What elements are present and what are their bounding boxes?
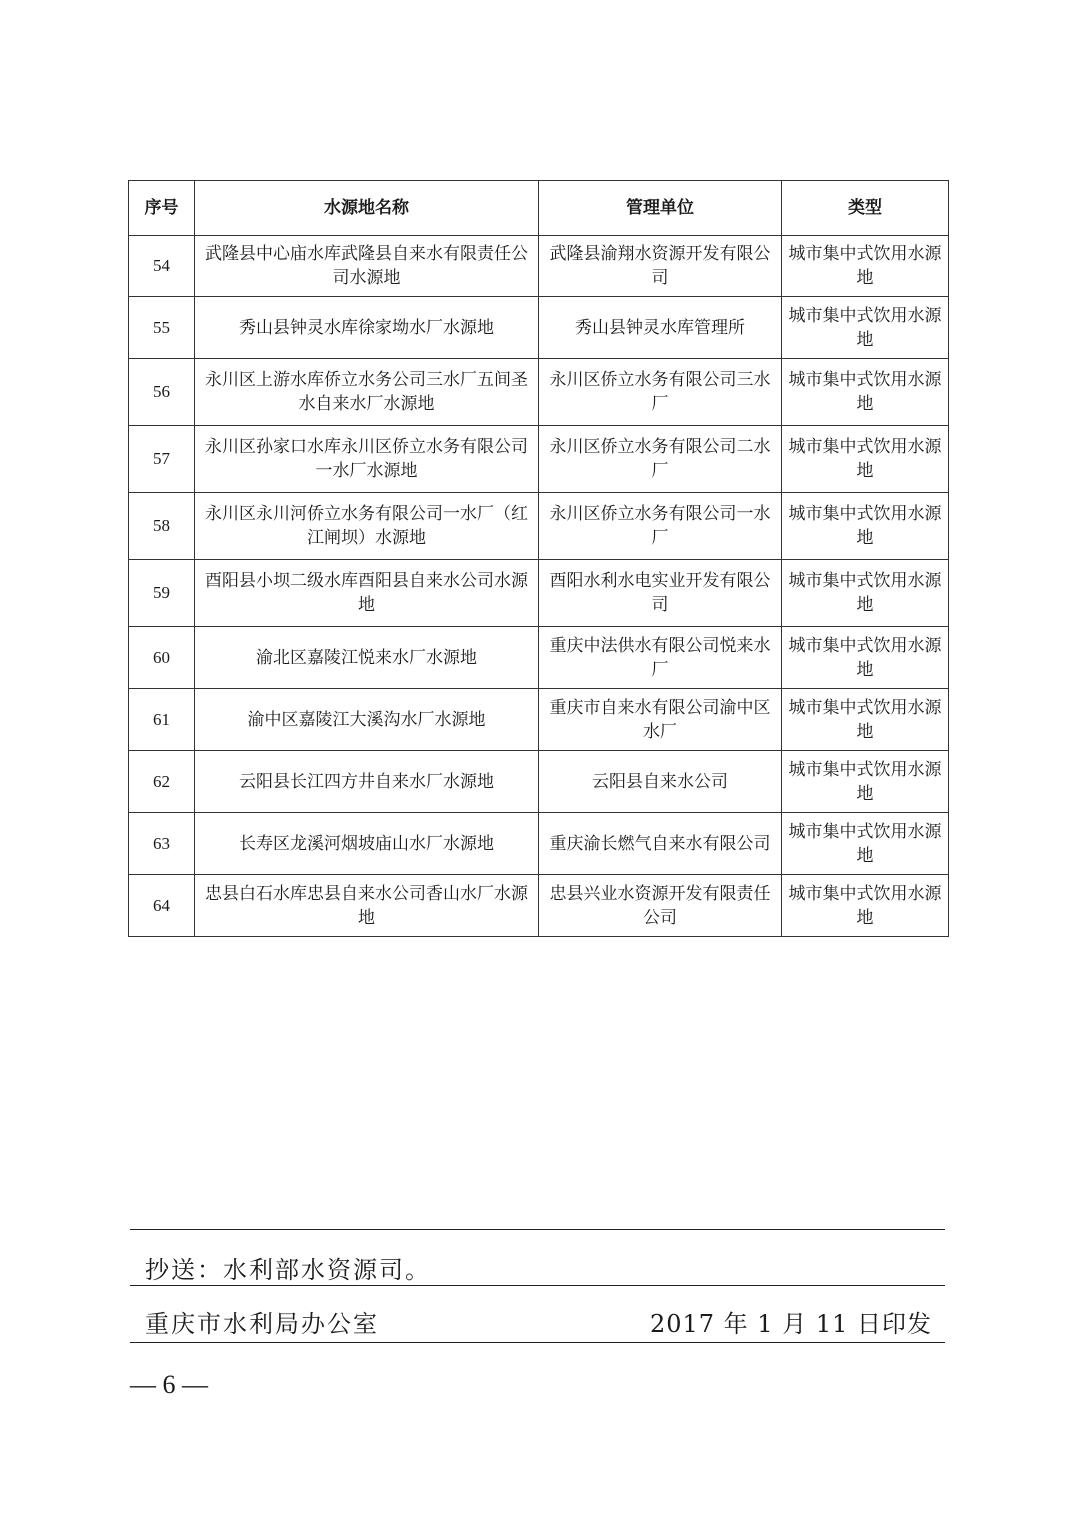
cell-source-name: 永川区孙家口水库永川区侨立水务有限公司一水厂水源地 (195, 426, 539, 493)
table-row (129, 689, 949, 751)
table-row (129, 751, 949, 813)
cell-serial-number: 55 (129, 297, 195, 359)
cell-serial-number: 62 (129, 751, 195, 813)
cell-serial-number: 63 (129, 813, 195, 875)
table-row (129, 875, 949, 937)
cell-serial-number: 59 (129, 560, 195, 627)
cell-source-name: 永川区永川河侨立水务有限公司一水厂（红江闸坝）水源地 (195, 493, 539, 560)
cell-serial-number: 60 (129, 627, 195, 689)
cell-serial-number: 61 (129, 689, 195, 751)
cell-type: 城市集中式饮用水源地 (782, 875, 949, 937)
table-header (129, 181, 949, 236)
cell-source-name: 云阳县长江四方井自来水厂水源地 (195, 751, 539, 813)
cell-management-unit: 忠县兴业水资源开发有限责任公司 (539, 875, 782, 937)
table-row (129, 297, 949, 359)
cell-type: 城市集中式饮用水源地 (782, 627, 949, 689)
cell-management-unit: 永川区侨立水务有限公司二水厂 (539, 426, 782, 493)
cell-management-unit: 重庆渝长燃气自来水有限公司 (539, 813, 782, 875)
cell-type: 城市集中式饮用水源地 (782, 751, 949, 813)
cell-serial-number: 57 (129, 426, 195, 493)
cc-line: 抄送：水利部水资源司。 (145, 1256, 431, 1284)
footer-divider-middle (130, 1285, 945, 1286)
cell-source-name: 渝北区嘉陵江悦来水厂水源地 (195, 627, 539, 689)
table-row (129, 426, 949, 493)
header-source-name: 水源地名称 (195, 181, 539, 236)
table-row (129, 493, 949, 560)
cell-serial-number: 54 (129, 236, 195, 297)
water-source-table (128, 180, 949, 937)
header-type: 类型 (782, 181, 949, 236)
cell-type: 城市集中式饮用水源地 (782, 426, 949, 493)
cell-type: 城市集中式饮用水源地 (782, 560, 949, 627)
table-row (129, 236, 949, 297)
cell-management-unit: 秀山县钟灵水库管理所 (539, 297, 782, 359)
cell-management-unit: 武隆县渝翔水资源开发有限公司 (539, 236, 782, 297)
cell-source-name: 武隆县中心庙水库武隆县自来水有限责任公司水源地 (195, 236, 539, 297)
issuer: 重庆市水利局办公室 (145, 1310, 379, 1338)
cell-source-name: 酉阳县小坝二级水库酉阳县自来水公司水源地 (195, 560, 539, 627)
cell-source-name: 忠县白石水库忠县自来水公司香山水厂水源地 (195, 875, 539, 937)
cell-management-unit: 云阳县自来水公司 (539, 751, 782, 813)
footer-divider-top (130, 1229, 945, 1230)
cell-serial-number: 64 (129, 875, 195, 937)
cell-management-unit: 永川区侨立水务有限公司三水厂 (539, 359, 782, 426)
cell-source-name: 秀山县钟灵水库徐家坳水厂水源地 (195, 297, 539, 359)
header-serial-number: 序号 (129, 181, 195, 236)
cell-source-name: 长寿区龙溪河烟坡庙山水厂水源地 (195, 813, 539, 875)
table-row (129, 560, 949, 627)
table-row (129, 813, 949, 875)
cell-management-unit: 永川区侨立水务有限公司一水厂 (539, 493, 782, 560)
table-row (129, 627, 949, 689)
table-row (129, 359, 949, 426)
cell-management-unit: 酉阳水利水电实业开发有限公司 (539, 560, 782, 627)
cell-serial-number: 56 (129, 359, 195, 426)
cell-source-name: 渝中区嘉陵江大溪沟水厂水源地 (195, 689, 539, 751)
table-header-row (129, 181, 949, 236)
page-number: — 6 — (130, 1370, 208, 1399)
cell-management-unit: 重庆中法供水有限公司悦来水厂 (539, 627, 782, 689)
cell-source-name: 永川区上游水库侨立水务公司三水厂五间圣水自来水厂水源地 (195, 359, 539, 426)
cell-type: 城市集中式饮用水源地 (782, 236, 949, 297)
issue-date: 2017 年 1 月 11 日印发 (649, 1310, 932, 1338)
cell-type: 城市集中式饮用水源地 (782, 813, 949, 875)
footer-divider-bottom (130, 1342, 945, 1343)
cell-serial-number: 58 (129, 493, 195, 560)
cell-management-unit: 重庆市自来水有限公司渝中区水厂 (539, 689, 782, 751)
cell-type: 城市集中式饮用水源地 (782, 689, 949, 751)
table-body (129, 236, 949, 937)
cell-type: 城市集中式饮用水源地 (782, 493, 949, 560)
cell-type: 城市集中式饮用水源地 (782, 297, 949, 359)
header-management-unit: 管理单位 (539, 181, 782, 236)
cell-type: 城市集中式饮用水源地 (782, 359, 949, 426)
